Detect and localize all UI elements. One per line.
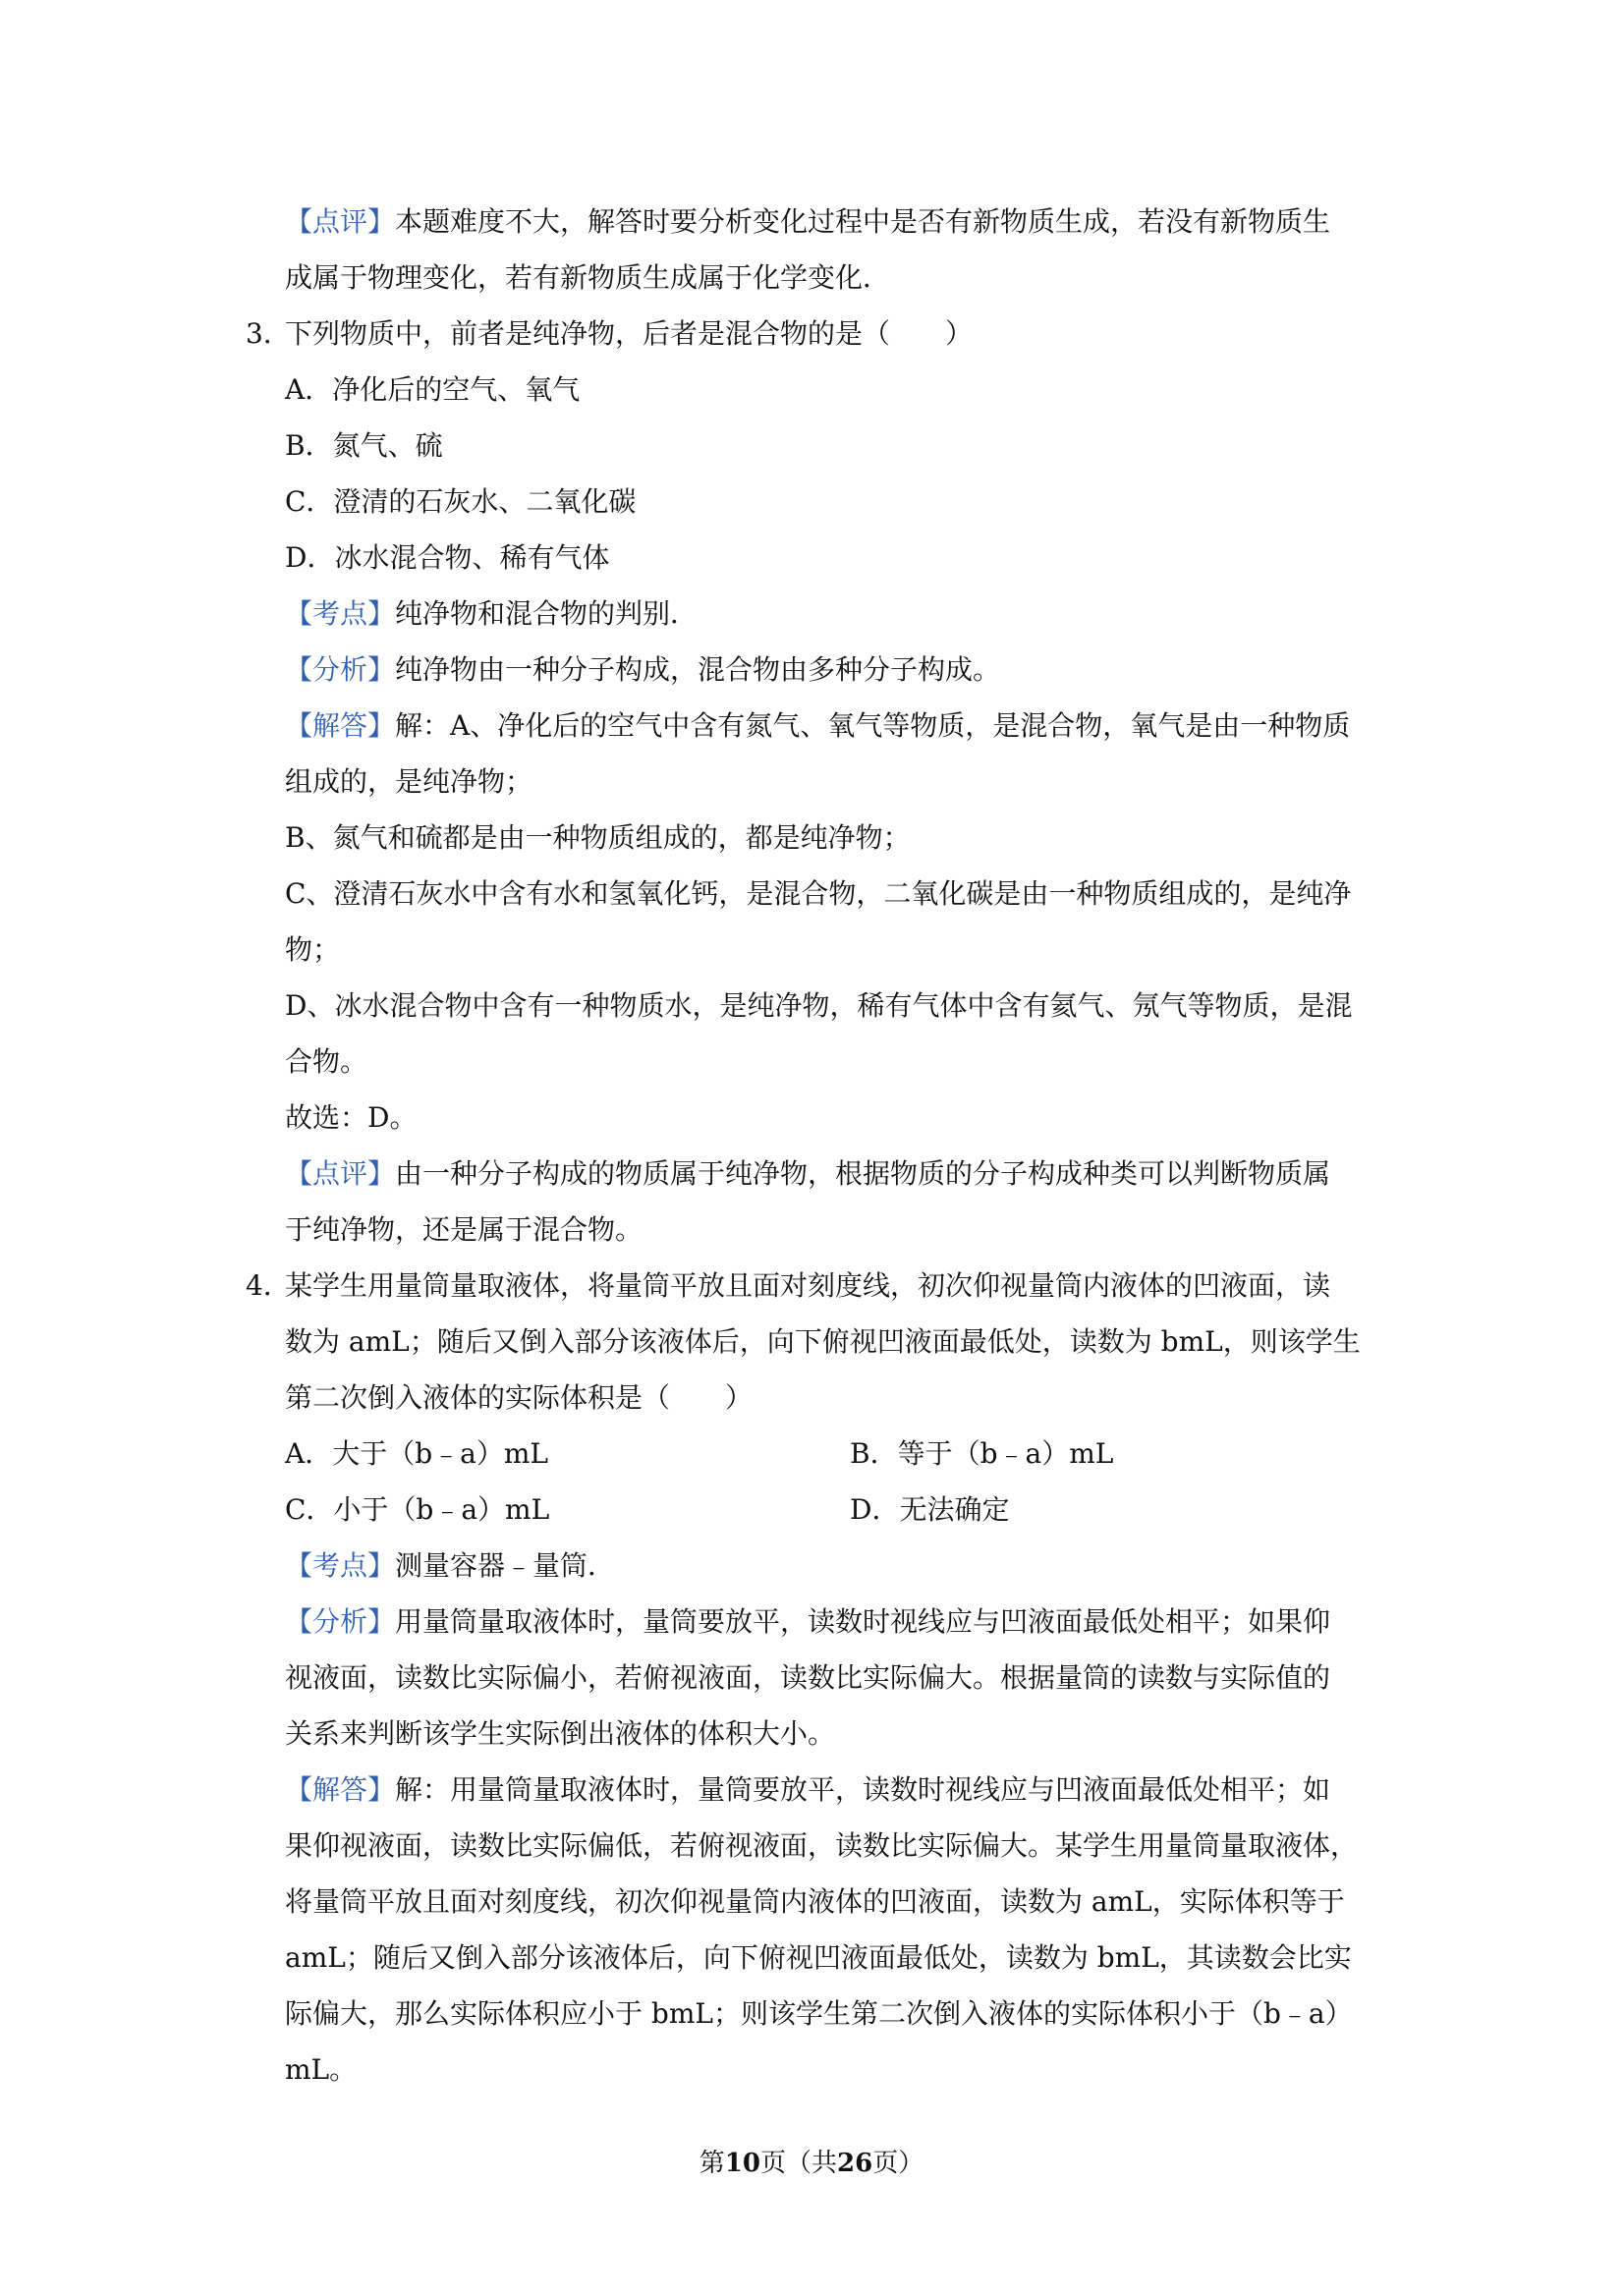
fenxi-line: 【分析】纯净物由一种分子构成，混合物由多种分子构成。 [285, 653, 1001, 686]
question-stem: 下列物质中，前者是纯净物，后者是混合物的是（ ） [285, 317, 974, 350]
jieda-text: 解：A、净化后的空气中含有氮气、氧气等物质，是混合物，氧气是由一种物质 [395, 709, 1351, 742]
jieda-line: 【解答】解：A、净化后的空气中含有氮气、氧气等物质，是混合物，氧气是由一种物质 [285, 709, 1351, 742]
dianping-line: 【点评】由一种分子构成的物质属于纯净物，根据物质的分子构成种类可以判断物质属 [285, 1157, 1331, 1190]
jieda-line: 【解答】解：用量筒量取液体时，量筒要放平，读数时视线应与凹液面最低处相平；如 [285, 1773, 1331, 1806]
jieda-line: B、氮气和硫都是由一种物质组成的，都是纯净物； [285, 821, 911, 854]
kaodian-text: 测量容器﹣量筒． [395, 1549, 616, 1582]
jieda-tag: 解答 [312, 709, 368, 742]
kaodian-text: 纯净物和混合物的判别． [395, 597, 699, 630]
comment-text: 本题难度不大，解答时要分析变化过程中是否有新物质生成，若没有新物质生 [395, 205, 1331, 238]
fenxi-line: 【分析】用量筒量取液体时，量筒要放平，读数时视线应与凹液面最低处相平；如果仰 [285, 1605, 1331, 1638]
option-d: D．无法确定 [850, 1493, 1010, 1526]
jieda-text: 解：用量筒量取液体时，量筒要放平，读数时视线应与凹液面最低处相平；如 [395, 1773, 1331, 1806]
comment-tag: 点评 [312, 205, 368, 238]
fenxi-line: 视液面，读数比实际偏小，若俯视液面，读数比实际偏大。根据量筒的读数与实际值的 [285, 1661, 1331, 1694]
question-number: 4． [246, 1269, 291, 1302]
jieda-line: amL；随后又倒入部分该液体后，向下俯视凹液面最低处，读数为 bmL，其读数会比实 [285, 1941, 1352, 1974]
page-total: 26 [837, 2149, 873, 2178]
dianping-text: 由一种分子构成的物质属于纯净物，根据物质的分子构成种类可以判断物质属 [395, 1157, 1331, 1190]
jieda-line: 际偏大，那么实际体积应小于 bmL；则该学生第二次倒入液体的实际体积小于（b﹣a） [285, 1997, 1353, 2030]
comment-line-2: 成属于物理变化，若有新物质生成属于化学变化． [285, 261, 891, 294]
option-b: B．氮气、硫 [285, 429, 443, 462]
comment-line: 【点评】本题难度不大，解答时要分析变化过程中是否有新物质生成，若没有新物质生 [285, 205, 1331, 238]
jieda-line: 物； [285, 933, 341, 966]
option-a: A．净化后的空气、氧气 [285, 373, 581, 406]
kaodian-line: 【考点】纯净物和混合物的判别． [285, 597, 699, 630]
page-number: 10 [724, 2149, 760, 2178]
fenxi-text: 纯净物由一种分子构成，混合物由多种分子构成。 [395, 653, 1001, 686]
question-stem: 第二次倒入液体的实际体积是（ ） [285, 1381, 754, 1414]
answer-line: 故选：D。 [285, 1101, 418, 1134]
jieda-line: 合物。 [285, 1045, 368, 1078]
kaodian-tag: 考点 [312, 597, 368, 630]
option-b: B．等于（b﹣a）mL [850, 1437, 1114, 1470]
fenxi-line: 关系来判断该学生实际倒出液体的体积大小。 [285, 1717, 836, 1750]
kaodian-tag: 考点 [312, 1549, 368, 1582]
dianping-line: 于纯净物，还是属于混合物。 [285, 1213, 644, 1246]
jieda-line: 将量筒平放且面对刻度线，初次仰视量筒内液体的凹液面，读数为 amL，实际体积等于 [285, 1885, 1345, 1918]
fenxi-tag: 分析 [312, 653, 368, 686]
fenxi-tag: 分析 [312, 1605, 368, 1638]
jieda-line: 组成的，是纯净物； [285, 765, 533, 798]
jieda-line: D、冰水混合物中含有一种物质水，是纯净物，稀有气体中含有氦气、氖气等物质，是混 [285, 989, 1353, 1022]
question-stem: 数为 amL；随后又倒入部分该液体后，向下俯视凹液面最低处，读数为 bmL，则该学生 [285, 1325, 1361, 1358]
jieda-line: mL。 [285, 2053, 358, 2086]
kaodian-line: 【考点】测量容器﹣量筒． [285, 1549, 616, 1582]
page-footer: 第10页（共26页） [699, 2149, 924, 2178]
jieda-tag: 解答 [312, 1773, 368, 1806]
question-number: 3． [246, 317, 291, 350]
option-d: D．冰水混合物、稀有气体 [285, 541, 610, 574]
jieda-line: C、澄清石灰水中含有水和氢氧化钙，是混合物，二氧化碳是由一种物质组成的，是纯净 [285, 877, 1352, 910]
dianping-tag: 点评 [312, 1157, 368, 1190]
fenxi-text: 用量筒量取液体时，量筒要放平，读数时视线应与凹液面最低处相平；如果仰 [395, 1605, 1331, 1638]
option-a: A．大于（b﹣a）mL [285, 1437, 548, 1470]
jieda-line: 果仰视液面，读数比实际偏低，若俯视液面，读数比实际偏大。某学生用量筒量取液体， [285, 1829, 1359, 1862]
option-c: C．小于（b﹣a）mL [285, 1493, 550, 1526]
question-stem: 某学生用量筒量取液体，将量筒平放且面对刻度线，初次仰视量筒内液体的凹液面，读 [285, 1269, 1331, 1302]
option-c: C．澄清的石灰水、二氧化碳 [285, 485, 637, 518]
